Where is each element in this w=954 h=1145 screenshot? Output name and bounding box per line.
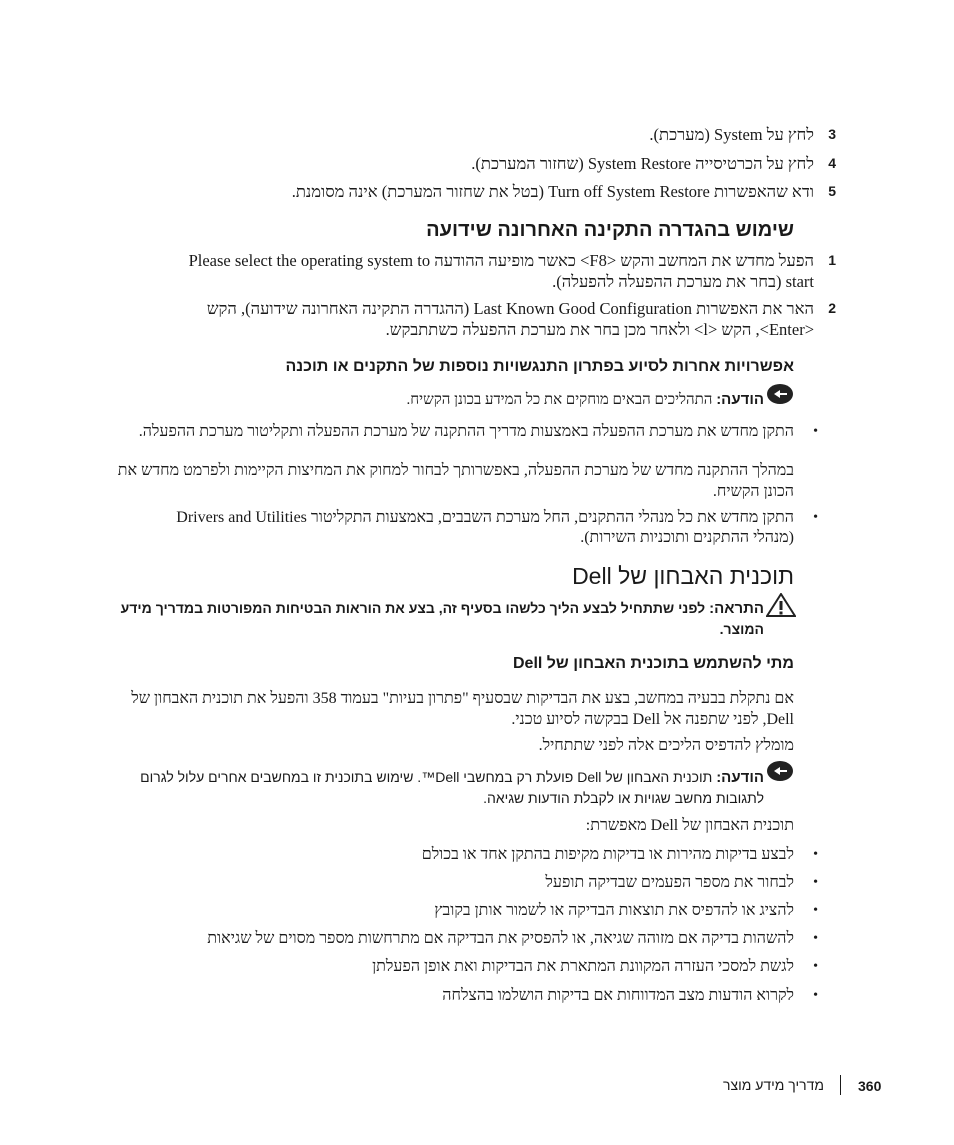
step-4 [174, 153, 836, 174]
step-text: לחץ על System (מערכת). [649, 125, 814, 144]
step-number: 5 [828, 183, 836, 199]
section1-step-1 [174, 250, 836, 292]
step-text: האר את האפשרות Last Known Good Configuration (ההגדרה התקינה האחרונה שידועה), הקש <Enter>, הקש <l> ולאחר מכן בחר את מערכת ההפעלה כשתתבקש. [206, 299, 814, 339]
page-number: 360 [858, 1078, 882, 1094]
bullet-dot: • [813, 903, 818, 918]
step-3 [174, 124, 836, 145]
bullet-item [134, 422, 818, 442]
notice-label: הודעה: [716, 769, 764, 786]
bullet-item [134, 508, 818, 548]
caution-label: התראה: [709, 600, 764, 617]
paragraph: אם נתקלת בבעיה במחשב, בצע את הבדיקות שבסעיף "פתרון בעיות" בעמוד 358 והפעל את תוכנית האבחון של Dell, לפני שתפנה אל Dell בבקשה לסיוע טכני. [131, 690, 794, 728]
bullet-dot: • [813, 988, 818, 1003]
bullet-text: להציג או להדפיס את תוצאות הבדיקה או לשמור אותן בקובץ [434, 902, 794, 919]
bullet-item [134, 929, 818, 949]
warning-icon [766, 593, 796, 617]
footer-title: מדריך מידע מוצר [723, 1077, 824, 1093]
step-number: 1 [828, 252, 836, 268]
section1-step-2 [174, 298, 836, 340]
bullet-dot: • [813, 424, 818, 439]
notice-text: התהליכים הבאים מוחקים את כל המידע בכונן הקשיח. [406, 392, 713, 408]
notice-text: תוכנית האבחון של Dell פועלת רק במחשבי Dell™. שימוש בתוכנית זו במחשבים אחרים עלול לגרום לתגובות מחשב שגויות או לקבלת הודעות שגיאה. [140, 769, 764, 806]
bullet-text: התקן מחדש את מערכת ההפעלה באמצעות מדריך ההתקנה של מערכת ההפעלה ותקליטור מערכת ההפעלה. [138, 423, 794, 440]
bullet-text: לבחור את מספר הפעמים שבדיקה תופעל [545, 874, 794, 891]
bullet-text: לקרוא הודעות מצב המדווחות אם בדיקות הושלמו בהצלחה [442, 987, 794, 1004]
paragraph: מומלץ להדפיס הליכים אלה לפני שתתחיל. [538, 737, 794, 754]
step-text: לחץ על הכרטיסייה System Restore (שחזור המערכת). [471, 154, 814, 173]
footer-divider [840, 1075, 841, 1095]
section-heading: אפשרויות אחרות לסיוע בפתרון התנגשויות נוספות של התקנים או תוכנה [285, 358, 794, 375]
paragraph: במהלך ההתקנה מחדש של מערכת ההפעלה, באפשרותך לבחור למחוק את המחיצות הקיימות ולפרמט מחדש את הכונן הקשיח. [117, 462, 794, 500]
bullet-text: לבצע בדיקות מהירות או בדיקות מקיפות בהתקן אחד או בכולם [421, 846, 794, 863]
step-text: הפעל מחדש את המחשב והקש <F8> כאשר מופיעה ההודעה Please select the operating system to start (בחר את מערכת ההפעלה להפעלה). [188, 251, 814, 291]
bullet-dot: • [813, 847, 818, 862]
bullet-dot: • [813, 931, 818, 946]
step-number: 3 [828, 126, 836, 142]
bullet-text: התקן מחדש את כל מנהלי ההתקנים, החל מערכת השבבים, באמצעות התקליטור Drivers and Utilities (מנהלי ההתקנים ותוכניות השירות). [176, 509, 794, 546]
section-heading: שימוש בהגדרה התקינה האחרונה שידועה [426, 219, 794, 241]
bullet-dot: • [813, 510, 818, 525]
bullet-dot: • [813, 875, 818, 890]
bullet-dot: • [813, 959, 818, 974]
bullet-item [134, 873, 818, 893]
bullet-item [134, 845, 818, 865]
notice-label: הודעה: [716, 391, 764, 408]
caution [104, 598, 764, 639]
notice-icon [766, 760, 794, 782]
step-text: ודא שהאפשרות Turn off System Restore (בטל את שחזור המערכת) אינה מסומנת. [291, 182, 814, 201]
step-number: 2 [828, 300, 836, 316]
caution-text: לפני שתתחיל לבצע הליך כלשהו בסעיף זה, בצע את הוראות הבטיחות המפורטות במדריך מידע המוצר. [120, 600, 764, 637]
bullet-item [134, 901, 818, 921]
paragraph: תוכנית האבחון של Dell מאפשרת: [585, 817, 794, 834]
bullet-item [134, 986, 818, 1006]
bullet-text: להשהות בדיקה אם מזוהה שגיאה, או להפסיק את הבדיקה אם מתרחשות מספר מסוים של שגיאות [207, 930, 794, 947]
bullet-text: לגשת למסכי העזרה המקוונת המתארת את הבדיקות ואת אופן הפעלתן [372, 958, 794, 975]
sub-heading: מתי להשתמש בתוכנית האבחון של Dell [512, 655, 794, 672]
bullet-item [134, 957, 818, 977]
step-number: 4 [828, 155, 836, 171]
notice [104, 390, 764, 410]
section-heading: תוכנית האבחון של Dell [572, 563, 794, 589]
notice-icon [766, 383, 794, 405]
notice [104, 767, 764, 808]
step-5 [174, 181, 836, 202]
